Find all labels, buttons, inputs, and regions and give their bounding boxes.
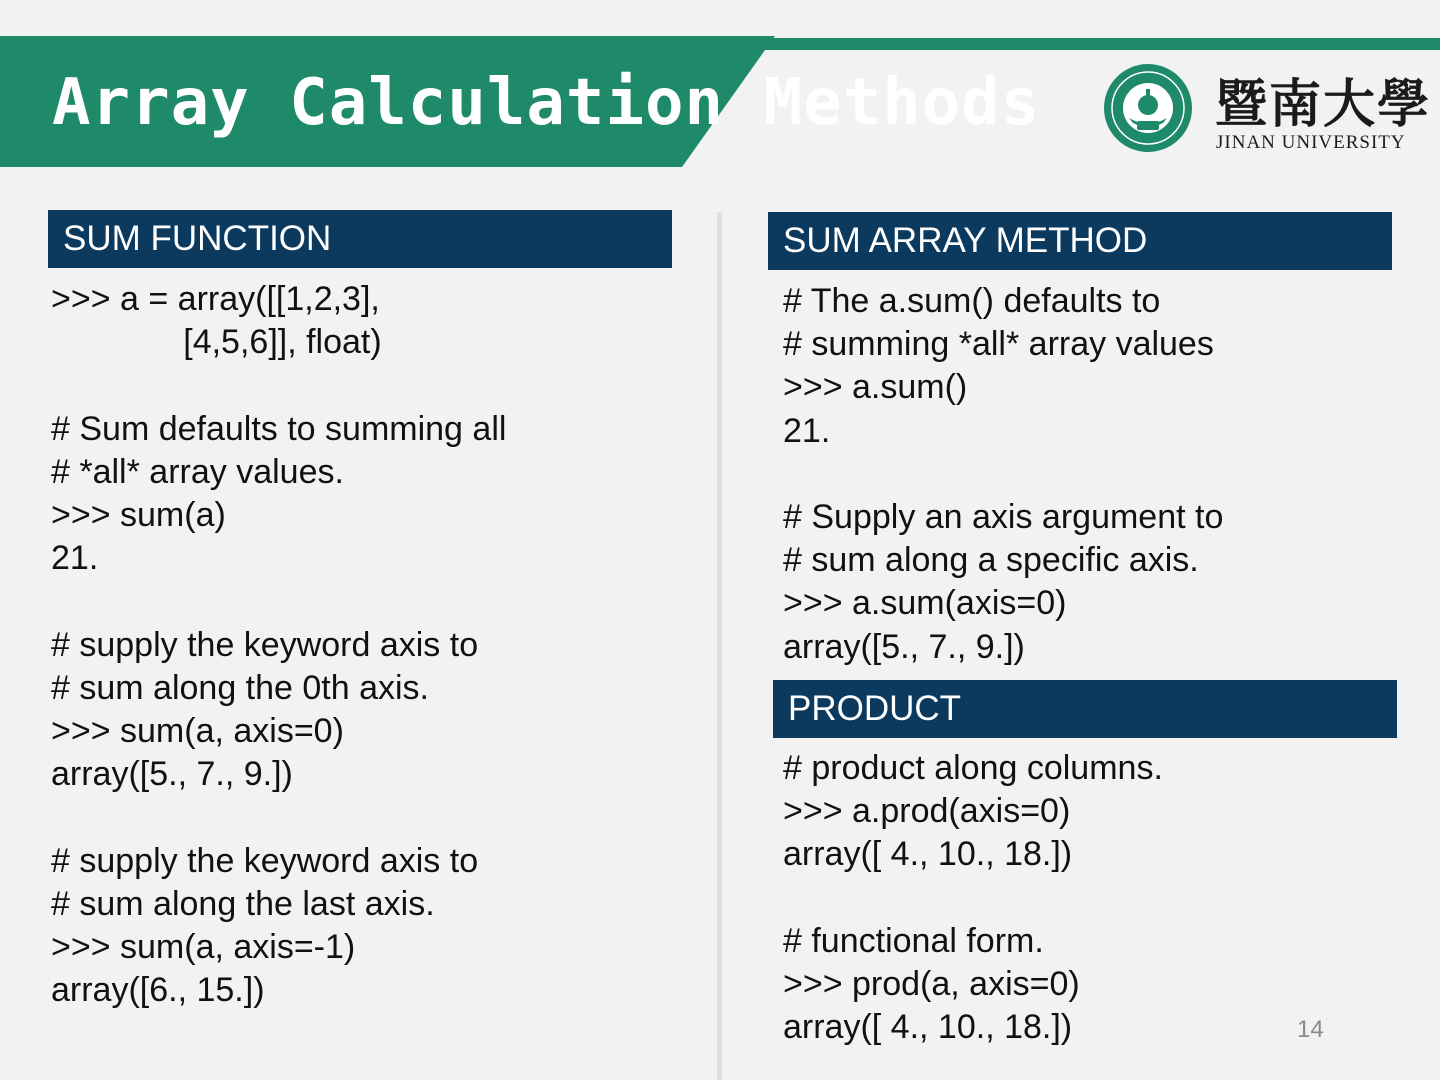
slide-title: Array Calculation Methods (52, 66, 1041, 140)
university-seal-icon (1103, 63, 1193, 153)
sum-array-method-header: SUM ARRAY METHOD (768, 212, 1392, 270)
university-name-chinese: 暨南大學 (1215, 74, 1432, 135)
product-header: PRODUCT (773, 680, 1397, 738)
university-logo (1103, 62, 1432, 156)
page-number: 14 (1297, 1016, 1324, 1043)
column-divider (717, 212, 722, 1080)
university-name-english: JINAN UNIVERSITY (1216, 132, 1406, 153)
sum-array-method-code: # The a.sum() defaults to # summing *all* array values >>> a.sum() 21. # Supply an axis argument to # sum along a specific axis. >>> a.sum(axis=0) array([5., 7., 9.]) (783, 282, 1224, 666)
sum-function-header: SUM FUNCTION (48, 210, 672, 268)
sum-function-code: >>> a = array([[1,2,3], [4,5,6]], float) # Sum defaults to summing all # *all* array values. >>> sum(a) 21. # supply the keyword axis to # sum along the 0th axis. >>> sum(a, axis=0) array([5., 7., 9.]) # supply the keyword axis to # sum along the last axis. >>> sum(a, axis=-1) array([6., 15.]) (51, 280, 507, 1010)
product-code: # product along columns. >>> a.prod(axis=0) array([ 4., 10., 18.]) # functional form. >>> prod(a, axis=0) array([ 4., 10., 18.]) (783, 749, 1163, 1047)
